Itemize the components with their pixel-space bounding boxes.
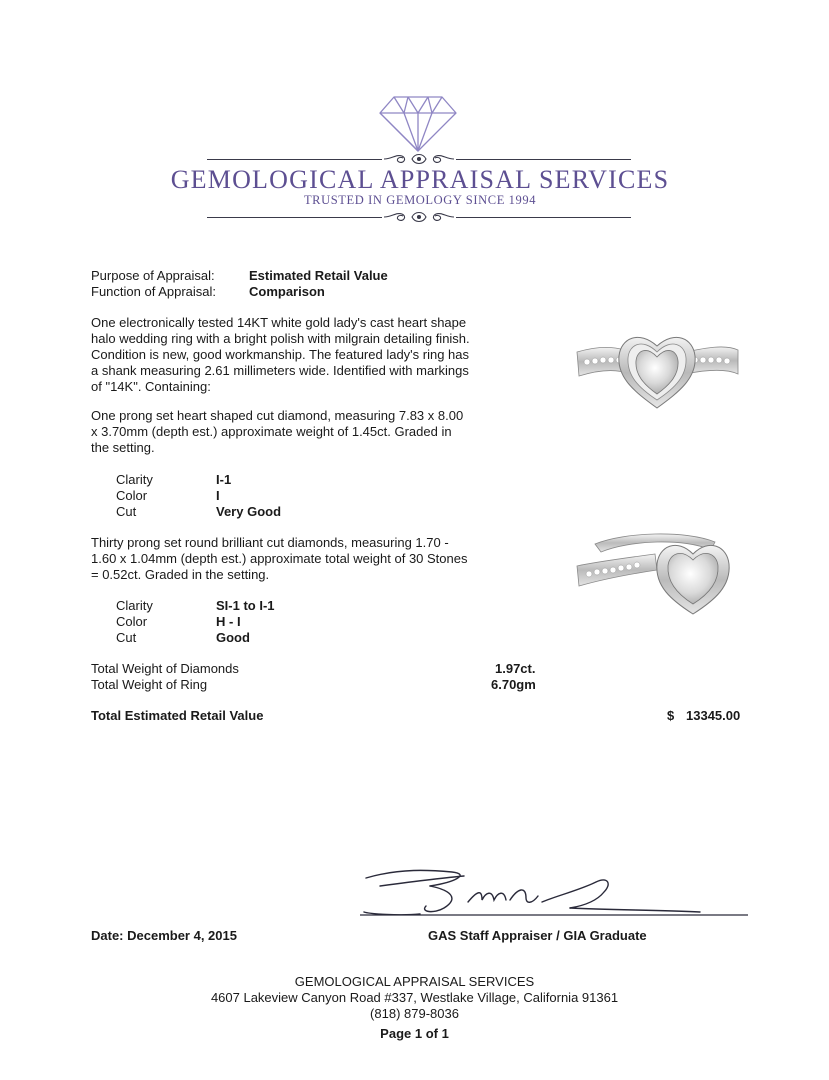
description-line: Condition is new, good workmanship. The featured lady's ring has xyxy=(91,347,470,362)
ring-description xyxy=(91,315,491,395)
function-value: Comparison xyxy=(249,284,325,299)
side-cut-label: Cut xyxy=(116,630,137,645)
center-clarity-value: I-1 xyxy=(216,472,232,487)
ring-top-view-image xyxy=(575,322,740,410)
description-line: a shank measuring 2.61 millimeters wide. Identified with markings xyxy=(91,363,469,378)
company-tagline: TRUSTED IN GEMOLOGY SINCE 1994 xyxy=(303,193,537,207)
diamond-logo-icon xyxy=(378,95,458,153)
side-stones-line: = 0.52ct. Graded in the setting. xyxy=(91,567,270,582)
center-color-label: Color xyxy=(116,488,148,503)
description-line: halo wedding ring with a bright polish with milgrain detailing finish. xyxy=(91,331,470,346)
side-stones-line: Thirty prong set round brilliant cut diamonds, measuring 1.70 - xyxy=(91,535,449,550)
center-cut-label: Cut xyxy=(116,504,137,519)
center-cut-value: Very Good xyxy=(216,504,282,519)
description-line: of "14K". Containing: xyxy=(91,379,211,394)
footer-address: 4607 Lakeview Canyon Road #337, Westlake Village, California 91361 xyxy=(210,990,619,1005)
currency-symbol: $ xyxy=(667,708,675,723)
purpose-label: Purpose of Appraisal: xyxy=(91,268,215,283)
side-clarity-value: SI-1 to I-1 xyxy=(216,598,275,613)
center-stone-line: One prong set heart shaped cut diamond, measuring 7.83 x 8.00 xyxy=(91,408,464,423)
side-stones-description xyxy=(91,535,491,583)
header-rule xyxy=(207,159,382,160)
center-stone-line: x 3.70mm (depth est.) approximate weight of 1.45ct. Graded in xyxy=(91,424,452,439)
retail-value-amount: 13345.00 xyxy=(686,708,741,723)
header-rule xyxy=(456,217,631,218)
retail-value-label: Total Estimated Retail Value xyxy=(91,708,264,723)
footer-phone: (818) 879-8036 xyxy=(370,1006,459,1021)
header-rule xyxy=(207,217,382,218)
ornament-scroll-icon xyxy=(382,152,456,166)
side-cut-value: Good xyxy=(216,630,250,645)
total-diamonds-value: 1.97ct. xyxy=(495,661,536,676)
total-ring-label: Total Weight of Ring xyxy=(91,677,208,692)
center-stone-line: the setting. xyxy=(91,440,155,455)
header-rule xyxy=(456,159,631,160)
ornament-scroll-icon xyxy=(382,210,456,224)
function-label: Function of Appraisal: xyxy=(91,284,217,299)
ring-side-view-image xyxy=(575,528,740,618)
appraiser-title: GAS Staff Appraiser / GIA Graduate xyxy=(428,928,647,943)
appraiser-signature xyxy=(360,862,750,926)
appraisal-date: Date: December 4, 2015 xyxy=(91,928,237,943)
center-stone-description xyxy=(91,408,491,456)
total-ring-value: 6.70gm xyxy=(491,677,536,692)
purpose-value: Estimated Retail Value xyxy=(249,268,388,283)
side-color-value: H - I xyxy=(216,614,241,629)
company-name: GEMOLOGICAL APPRAISAL SERVICES xyxy=(170,165,670,194)
description-line: One electronically tested 14KT white gold lady's cast heart shape xyxy=(91,315,467,330)
side-color-label: Color xyxy=(116,614,148,629)
page-number: Page 1 of 1 xyxy=(380,1026,449,1041)
side-stones-line: 1.60 x 1.04mm (depth est.) approximate total weight of 30 Stones xyxy=(91,551,468,566)
footer-company: GEMOLOGICAL APPRAISAL SERVICES xyxy=(294,974,535,989)
total-diamonds-label: Total Weight of Diamonds xyxy=(91,661,239,676)
side-clarity-label: Clarity xyxy=(116,598,153,613)
center-color-value: I xyxy=(216,488,220,503)
center-clarity-label: Clarity xyxy=(116,472,153,487)
